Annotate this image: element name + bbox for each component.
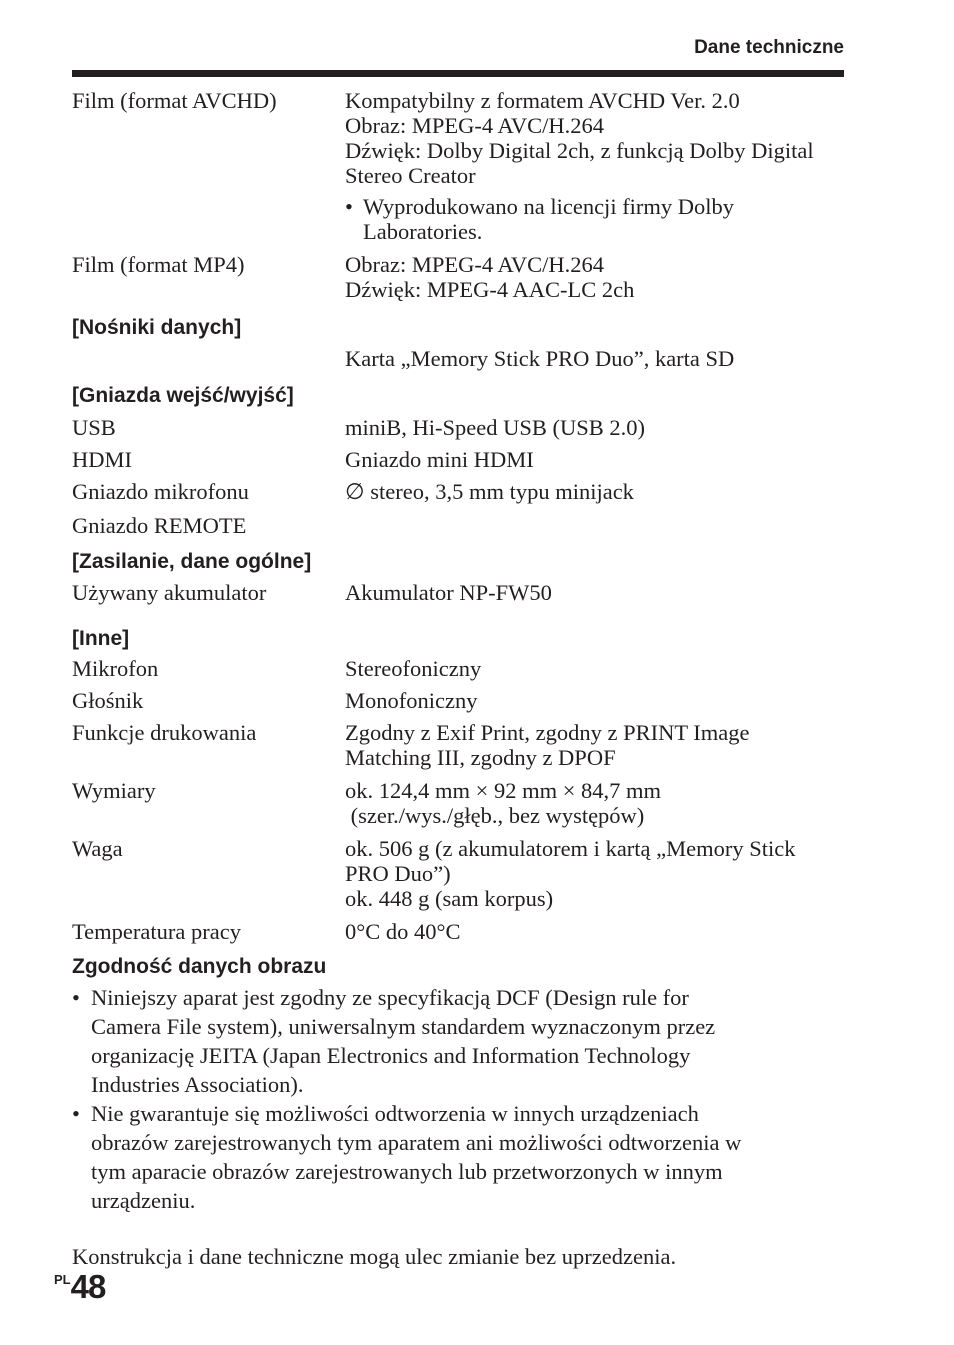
list-item-line: Niniejszy aparat jest zgodny ze specyfikacją DCF (Design rule for (91, 985, 689, 1010)
bullet-icon: • (72, 985, 80, 1010)
spec-value (345, 252, 844, 302)
dolby-note (345, 194, 844, 244)
spec-row-usb (72, 415, 844, 440)
list-item-line: Industries Association). (91, 1072, 304, 1097)
compat-title: Zgodność danych obrazu (72, 955, 327, 978)
list-item-line: Nie gwarantuje się możliwości odtworzenia w innych urządzeniach (91, 1101, 699, 1126)
list-item-line: tym aparacie obrazów zarejestrowanych lub przetworzonych w innym (91, 1159, 723, 1184)
spec-label: Wymiary (72, 778, 156, 803)
spec-row-speaker (72, 688, 844, 713)
page-number (54, 1268, 105, 1306)
spec-row-battery (72, 580, 844, 605)
bullet-icon: • (72, 1101, 80, 1126)
spec-label: Temperatura pracy (72, 919, 241, 944)
spec-value (345, 836, 844, 911)
spec-value-line: Obraz: MPEG-4 AVC/H.264 (345, 252, 604, 277)
spec-value (345, 88, 844, 244)
list-item (72, 983, 844, 1099)
spec-row-mic-jack (72, 479, 844, 504)
spec-value: ∅ stereo, 3,5 mm typu minijack (345, 479, 634, 504)
spec-row-microphone (72, 656, 844, 681)
spec-value-line: ok. 448 g (sam korpus) (345, 886, 554, 911)
spec-label: Waga (72, 836, 123, 861)
spec-value-line: (szer./wys./głęb., bez występów) (345, 803, 645, 828)
spec-value-line: Dźwięk: MPEG-4 AAC-LC 2ch (345, 277, 635, 302)
spec-value (345, 513, 844, 538)
spec-value-line: Dźwięk: Dolby Digital 2ch, z funkcją Dolby Digital (345, 138, 814, 163)
list-item-line: urządzeniu. (91, 1188, 196, 1213)
spec-value: Karta „Memory Stick PRO Duo”, karta SD (345, 346, 735, 371)
spec-label: HDMI (72, 447, 132, 472)
spec-value-line: ok. 124,4 mm × 92 mm × 84,7 mm (345, 778, 662, 803)
section-title-io: [Gniazda wejść/wyjść] (72, 384, 294, 407)
spec-value: Stereofoniczny (345, 656, 482, 681)
section-title-power: [Zasilanie, dane ogólne] (72, 550, 312, 573)
spec-value (345, 778, 844, 828)
section-title-other: [Inne] (72, 627, 130, 650)
spec-label: Film (format MP4) (72, 252, 245, 277)
spec-label: Używany akumulator (72, 580, 267, 605)
spec-row-temperature (72, 919, 844, 944)
dolby-note-line: Wyprodukowano na licencji firmy Dolby (363, 194, 735, 219)
page-lang-code: PL (54, 1272, 71, 1287)
spec-value (345, 720, 844, 770)
spec-row-film-avchd (72, 88, 844, 244)
spec-label: Gniazdo REMOTE (72, 513, 247, 538)
spec-label: Mikrofon (72, 656, 159, 681)
spec-row-dimensions (72, 778, 844, 828)
list-item-line: obrazów zarejestrowanych tym aparatem ani możliwości odtworzenia w (91, 1130, 742, 1155)
spec-value: 0°C do 40°C (345, 919, 461, 944)
section-title-media: [Nośniki danych] (72, 316, 242, 339)
dolby-note-line: Laboratories. (363, 219, 483, 244)
spec-row-print (72, 720, 844, 770)
spec-value-line: Obraz: MPEG-4 AVC/H.264 (345, 113, 604, 138)
spec-value: miniB, Hi-Speed USB (USB 2.0) (345, 415, 646, 440)
spec-value-line: PRO Duo”) (345, 861, 451, 886)
spec-content (72, 86, 844, 1270)
compat-list (72, 983, 844, 1215)
list-item-line: Camera File system), uniwersalnym standardem wyznaczonym przez (91, 1014, 716, 1039)
spec-label: USB (72, 415, 116, 440)
spec-label: Film (format AVCHD) (72, 88, 277, 113)
list-item (72, 1099, 844, 1215)
spec-value-line: Matching III, zgodny z DPOF (345, 745, 616, 770)
spec-value: Gniazdo mini HDMI (345, 447, 534, 472)
spec-value-line: Stereo Creator (345, 163, 476, 188)
spec-label: Gniazdo mikrofonu (72, 479, 249, 504)
spec-value-line: Kompatybilny z formatem AVCHD Ver. 2.0 (345, 88, 740, 113)
running-header: Dane techniczne (694, 37, 844, 58)
spec-value: Monofoniczny (345, 688, 478, 713)
spec-row-hdmi (72, 447, 844, 472)
spec-value-line: Zgodny z Exif Print, zgodny z PRINT Image (345, 720, 750, 745)
spec-label: Funkcje drukowania (72, 720, 257, 745)
header-rule (72, 70, 844, 77)
spec-value: Akumulator NP-FW50 (345, 580, 552, 605)
list-item-line: organizację JEITA (Japan Electronics and Information Technology (91, 1043, 691, 1068)
spec-row-media (72, 346, 844, 371)
page-number-value: 48 (70, 1268, 106, 1305)
spec-row-weight (72, 836, 844, 911)
bullet-icon: • (345, 194, 353, 219)
disclaimer-note: Konstrukcja i dane techniczne mogą ulec zmianie bez uprzedzenia. (72, 1244, 677, 1269)
spec-row-remote (72, 513, 844, 538)
spec-label: Głośnik (72, 688, 144, 713)
spec-value-line: ok. 506 g (z akumulatorem i kartą „Memory Stick (345, 836, 796, 861)
spec-row-film-mp4 (72, 252, 844, 302)
